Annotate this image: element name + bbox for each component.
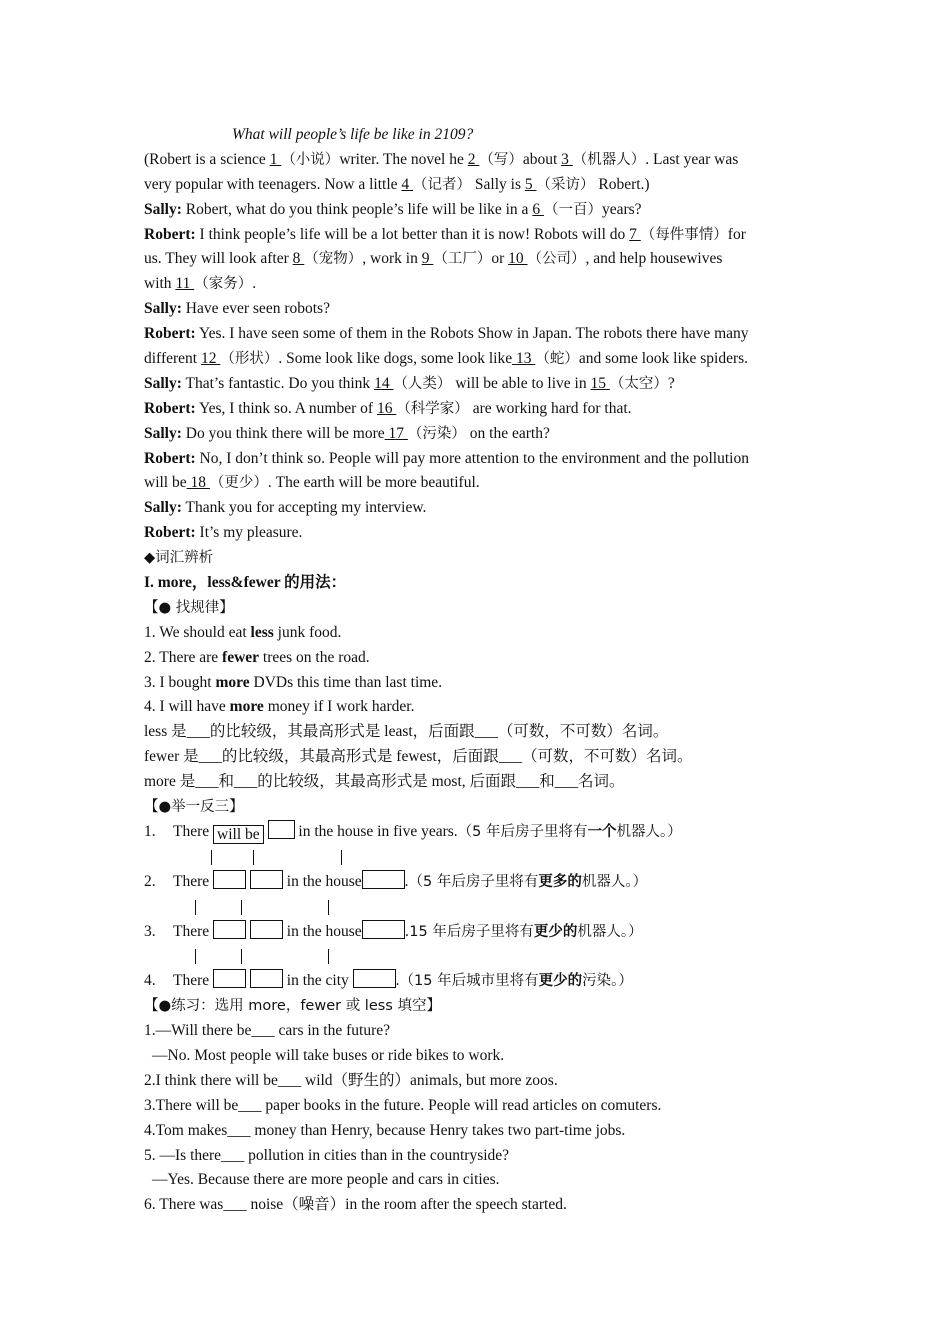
rule-line	[144, 745, 814, 770]
dialogue-line	[144, 471, 814, 496]
dialogue-line	[144, 322, 814, 347]
example-text: 3. I bought	[144, 673, 216, 691]
dialogue-line	[144, 223, 814, 248]
translation: （5 年后房子里将有	[457, 823, 588, 840]
rule-text: （可数，不可数）名词。	[522, 748, 693, 766]
dialogue-text: . Some look like dogs, some look like	[278, 350, 513, 368]
answer-box	[362, 870, 405, 889]
drill-3	[144, 920, 814, 945]
hint: （家务）	[194, 276, 253, 293]
rule-text: fewer 是	[144, 748, 199, 766]
intro-text: Sally is	[471, 175, 525, 193]
example-sentence	[144, 621, 814, 646]
dialogue-line	[144, 247, 814, 272]
dialogue-line	[144, 297, 814, 322]
hint: （形状）	[220, 351, 279, 368]
drill-text: in the house	[282, 872, 362, 890]
divider-mark	[253, 850, 254, 865]
dialogue-text: No, I don’t think so. People will pay more attention to the environment and the pollution	[195, 449, 749, 467]
intro-text: Robert.)	[594, 175, 650, 193]
blank: 13	[512, 350, 536, 368]
drill-text: There	[173, 922, 210, 940]
translation: 机器人。）	[581, 873, 648, 890]
speaker: Robert:	[144, 524, 196, 542]
divider-mark	[195, 900, 196, 915]
dialogue-text: Have ever seen robots?	[181, 300, 330, 318]
dialogue-text: , work in	[362, 250, 422, 268]
example-text: 1. We should eat	[144, 623, 251, 641]
hint: （公司）	[527, 251, 586, 268]
hint-3: （机器人）	[572, 151, 646, 168]
dialogue-line	[144, 372, 814, 397]
dialogue-text: Thank you for accepting my interview.	[181, 499, 427, 517]
blank-5: 5	[524, 175, 537, 193]
blank: 14	[374, 374, 394, 392]
answer-box	[213, 870, 246, 889]
translation: （15 年后城市里将有	[399, 973, 539, 990]
keyword: fewer	[222, 648, 260, 666]
drill-text: There	[173, 872, 210, 890]
answer-box	[353, 969, 396, 988]
translation: 机器人。）	[616, 823, 682, 840]
speaker: Robert:	[144, 449, 196, 467]
blank: 18	[186, 474, 210, 492]
divider-marks	[144, 944, 814, 969]
divider-mark	[241, 949, 242, 964]
dialogue-line	[144, 347, 814, 372]
blank-1: 1	[269, 150, 282, 168]
translation: 污染。）	[582, 973, 633, 990]
translation-keyword: 更少的	[533, 923, 578, 940]
hint-2: （写）	[479, 151, 523, 168]
keyword: less	[250, 623, 274, 641]
example-sentence	[144, 671, 814, 696]
dialogue-text: .	[252, 275, 257, 293]
rule-text: （可数，不可数）名词。	[497, 723, 669, 741]
dialogue-text: That’s fantastic. Do you think	[181, 374, 375, 392]
hint-1: （小说）	[281, 151, 340, 168]
hint: （蛇）	[535, 351, 579, 368]
rule-text: more 是	[144, 773, 196, 791]
speaker: Sally:	[144, 300, 182, 318]
example-text: junk food.	[273, 623, 342, 641]
drill-1	[144, 820, 814, 845]
speaker: Sally:	[144, 374, 182, 392]
divider-mark	[241, 900, 242, 915]
blank: 10	[508, 250, 528, 268]
blank: 9	[421, 250, 434, 268]
dialogue-text: Do you think there will be more	[181, 424, 385, 442]
dialogue-text: It’s my pleasure.	[195, 524, 303, 542]
hint: （宠物）	[304, 251, 363, 268]
translation-keyword: 一个	[587, 823, 617, 840]
rule-text: 和	[539, 773, 555, 791]
answer-box	[250, 920, 283, 939]
speaker: Sally:	[144, 499, 182, 517]
translation: .15 年后房子里将有	[404, 923, 534, 940]
divider-marks	[144, 845, 814, 870]
translation-keyword: 更多的	[538, 873, 582, 890]
drill-text: in the city	[282, 972, 353, 990]
answer-box: will be	[213, 825, 264, 844]
blank: 12	[200, 350, 221, 368]
dialogue-line	[144, 496, 814, 521]
rule-heading: 【● 找规律】	[144, 599, 234, 616]
hint: （工厂）	[433, 251, 492, 268]
rule-line	[144, 720, 814, 745]
drill-text: in the house	[282, 922, 362, 940]
rule-blank: ___	[554, 773, 579, 791]
dialogue-text: , and help housewives	[585, 250, 723, 268]
worksheet	[144, 123, 814, 1218]
blank: 6	[532, 200, 544, 218]
dialogue-line	[144, 422, 814, 447]
translation: （5 年后房子里将有	[408, 873, 539, 890]
rule-text: 和	[218, 773, 234, 791]
drill-4	[144, 969, 814, 994]
divider-mark	[195, 949, 196, 964]
dialogue-text: . The earth will be more beautiful.	[267, 474, 480, 492]
rule-text: 名词。	[578, 773, 625, 791]
divider-mark	[211, 850, 212, 865]
practice-heading: 【●举一反三】	[144, 799, 244, 816]
hint: （一百）	[543, 201, 602, 218]
drill-2	[144, 870, 814, 895]
exercise-line: —No. Most people will take buses or ride bikes to work.	[152, 1046, 505, 1064]
rule-text: 的比较级，其最高形式是 most, 后面跟	[257, 773, 517, 791]
example-text: 2. There are	[144, 648, 223, 666]
example-text: money if I work harder.	[263, 698, 415, 716]
dialogue-text: years?	[601, 200, 642, 218]
divider-mark	[341, 850, 342, 865]
speaker: Sally:	[144, 200, 182, 218]
exercise-heading: 【●练习：选用 more，fewer 或 less 填空】	[144, 998, 441, 1015]
answer-box	[250, 870, 283, 889]
passage-title: What will people’s life be like in 2109?	[232, 126, 474, 143]
dialogue-line	[144, 447, 814, 472]
dialogue-text: and some look like spiders.	[578, 350, 749, 368]
hint: （更少）	[209, 475, 268, 492]
example-text: trees on the road.	[259, 648, 370, 666]
drill-text: There	[173, 972, 210, 990]
dialogue-text: different	[144, 350, 201, 368]
speaker: Sally:	[144, 424, 182, 442]
rule-blank: ___	[198, 748, 222, 766]
drill-number: 2.	[144, 872, 156, 890]
intro-text: about	[522, 150, 562, 168]
blank: 15	[590, 374, 610, 392]
rule-blank: ___	[195, 773, 219, 791]
rule-blank: ___	[234, 773, 258, 791]
exercise-line: 3.There will be___ paper books in the future. People will read articles on comuters.	[144, 1096, 662, 1114]
dialogue-text: us. They will look after	[144, 250, 293, 268]
drill-text: .	[404, 872, 409, 890]
keyword: more	[229, 698, 264, 716]
dialogue-text: Yes. I have seen some of them in the Robots Show in Japan. The robots there have many	[195, 325, 749, 343]
hint-4: （记者）	[413, 176, 472, 193]
intro-line-1	[144, 148, 814, 173]
dialogue-text: with	[144, 275, 176, 293]
dialogue-text: Yes, I think so. A number of	[195, 399, 377, 417]
dialogue-line	[144, 397, 814, 422]
rule-text: 的比较级，其最高形式是 fewest，后面跟	[221, 748, 499, 766]
blank: 17	[384, 424, 408, 442]
divider-marks	[144, 895, 814, 920]
rule-blank: ___	[186, 723, 210, 741]
dialogue-line	[144, 521, 814, 546]
drill-text: There	[173, 822, 210, 840]
dialogue-text: for	[727, 225, 746, 243]
hint-5: （采访）	[536, 176, 595, 193]
answer-box	[213, 969, 246, 988]
exercise-line: 2.I think there will be___ wild（野生的）animals, but more zoos.	[144, 1071, 558, 1089]
example-text: DVDs this time than last time.	[249, 673, 443, 691]
blank: 11	[175, 275, 195, 293]
vocab-heading: ◆词汇辨析	[144, 550, 214, 567]
intro-text: writer. The novel he	[339, 150, 468, 168]
speaker: Robert:	[144, 325, 196, 343]
rule-blank: ___	[516, 773, 540, 791]
dialogue-text: or	[491, 250, 509, 268]
blank: 8	[292, 250, 305, 268]
dialogue-text: will be	[144, 474, 187, 492]
dialogue-text: will be able to live in	[451, 374, 591, 392]
rule-line	[144, 770, 814, 795]
drill-number: 3.	[144, 922, 156, 940]
blank-2: 2	[467, 150, 480, 168]
rule-text: 的比较级，其最高形式是 least，后面跟	[209, 723, 475, 741]
drill-text: .	[395, 972, 400, 990]
translation: 机器人。）	[577, 923, 643, 940]
drill-text: in the house in five years.	[294, 822, 458, 840]
example-sentence	[144, 695, 814, 720]
keyword: more	[215, 673, 250, 691]
drill-number: 1.	[144, 822, 156, 840]
drill-number: 4.	[144, 972, 156, 990]
dialogue-text: Robert, what do you think people’s life will be like in a	[181, 200, 533, 218]
translation-keyword: 更少的	[538, 973, 583, 990]
speaker: Robert:	[144, 225, 196, 243]
divider-mark	[328, 900, 329, 915]
exercise-line: 5. —Is there___ pollution in cities than in the countryside?	[144, 1146, 510, 1164]
blank-3: 3	[561, 150, 573, 168]
hint: （污染）	[407, 425, 466, 442]
hint: （科学家）	[396, 400, 469, 417]
exercise-line: —Yes. Because there are more people and cars in cities.	[152, 1171, 500, 1189]
dialogue-text: are working hard for that.	[468, 399, 632, 417]
intro-line-2	[144, 173, 814, 198]
dialogue-text: ?	[667, 374, 675, 392]
example-sentence	[144, 646, 814, 671]
rule-text: less 是	[144, 723, 187, 741]
exercise-line: 1.—Will there be___ cars in the future?	[144, 1022, 390, 1040]
answer-box	[250, 969, 283, 988]
blank-4: 4	[401, 175, 414, 193]
dialogue-text: I think people’s life will be a lot better than it is now! Robots will do	[195, 225, 630, 243]
section-title: I. more，less&fewer 的用法：	[144, 574, 347, 592]
blank: 7	[629, 225, 641, 243]
dialogue-text: on the earth?	[465, 424, 550, 442]
rule-blank: ___	[474, 723, 498, 741]
speaker: Robert:	[144, 399, 196, 417]
blank: 16	[376, 399, 397, 417]
dialogue-line	[144, 198, 814, 223]
hint: （太空）	[609, 375, 668, 392]
hint: （每件事情）	[640, 226, 728, 243]
answer-box	[362, 920, 405, 939]
exercise-line: 4.Tom makes___ money than Henry, because Henry takes two part-time jobs.	[144, 1121, 626, 1139]
example-text: 4. I will have	[144, 698, 230, 716]
answer-box	[213, 920, 246, 939]
intro-text: . Last year was	[645, 150, 739, 168]
exercise-line: 6. There was___ noise（噪音）in the room after the speech started.	[144, 1196, 567, 1214]
intro-text: (Robert is a science	[144, 150, 270, 168]
hint: （人类）	[393, 375, 452, 392]
rule-blank: ___	[498, 748, 522, 766]
answer-box	[268, 820, 295, 839]
divider-mark	[328, 949, 329, 964]
dialogue-line	[144, 272, 814, 297]
intro-text: very popular with teenagers. Now a little	[144, 175, 402, 193]
